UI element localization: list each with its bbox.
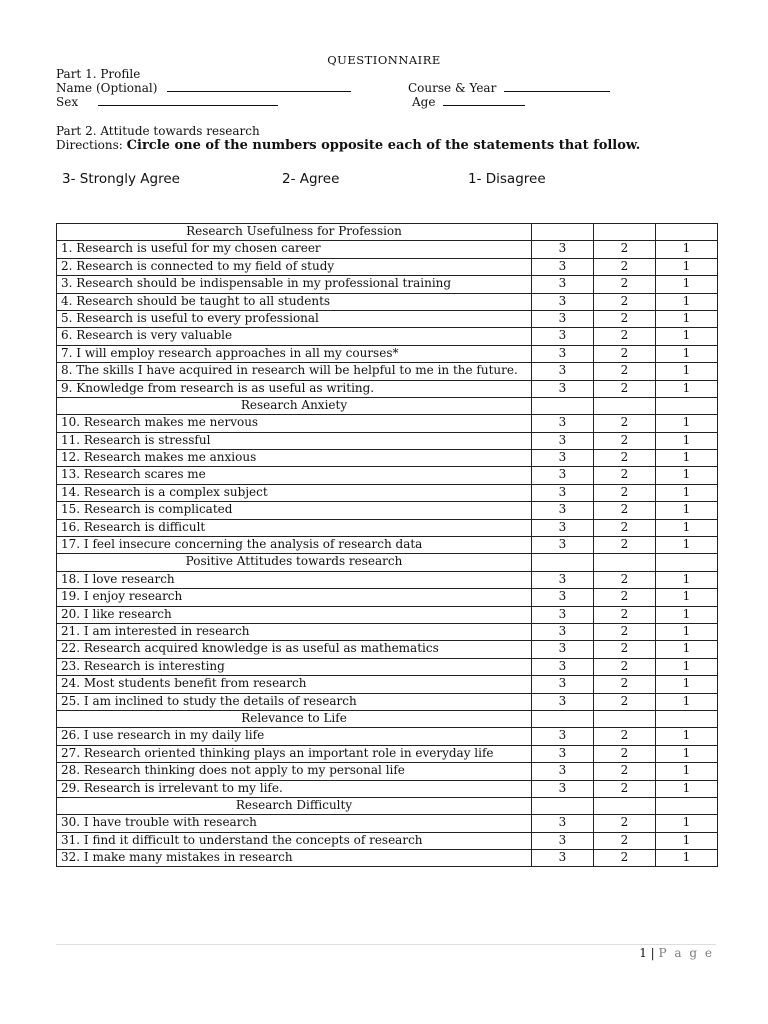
rating-option-3[interactable]: 3 — [532, 676, 594, 693]
rating-option-3[interactable]: 3 — [532, 571, 594, 588]
question-row — [57, 310, 718, 327]
part2-heading: Part 2. Attitude towards research — [56, 124, 260, 138]
rating-option-1[interactable]: 1 — [656, 293, 718, 310]
rating-option-3[interactable]: 3 — [532, 328, 594, 345]
empty-header-cell — [594, 710, 656, 727]
question-text: 23. Research is interesting — [57, 658, 532, 675]
part1-heading: Part 1. Profile — [56, 67, 141, 81]
rating-option-3[interactable]: 3 — [532, 537, 594, 554]
rating-option-3[interactable]: 3 — [532, 432, 594, 449]
rating-option-1[interactable]: 1 — [656, 850, 718, 867]
name-blank[interactable] — [167, 81, 351, 92]
rating-option-1[interactable]: 1 — [656, 241, 718, 258]
section-header-row — [57, 224, 718, 241]
question-text: 19. I enjoy research — [57, 589, 532, 606]
rating-option-3[interactable]: 3 — [532, 310, 594, 327]
rating-option-1[interactable]: 1 — [656, 623, 718, 640]
question-row — [57, 571, 718, 588]
rating-option-1[interactable]: 1 — [656, 415, 718, 432]
section-title: Positive Attitudes towards research — [57, 554, 532, 571]
rating-option-1[interactable]: 1 — [656, 815, 718, 832]
course-field-row — [408, 81, 610, 95]
question-text: 8. The skills I have acquired in research will be helpful to me in the future. — [57, 363, 532, 380]
section-header-row — [57, 797, 718, 814]
rating-option-2[interactable]: 2 — [594, 537, 656, 554]
rating-option-2[interactable]: 2 — [594, 432, 656, 449]
rating-option-2[interactable]: 2 — [594, 763, 656, 780]
question-text: 18. I love research — [57, 571, 532, 588]
question-text: 7. I will employ research approaches in all my courses* — [57, 345, 532, 362]
question-text: 12. Research makes me anxious — [57, 450, 532, 467]
rating-option-2[interactable]: 2 — [594, 380, 656, 397]
question-text: 11. Research is stressful — [57, 432, 532, 449]
rating-option-1[interactable]: 1 — [656, 763, 718, 780]
question-text: 31. I find it difficult to understand the concepts of research — [57, 832, 532, 849]
question-text: 2. Research is connected to my field of study — [57, 258, 532, 275]
question-row — [57, 519, 718, 536]
question-text: 21. I am interested in research — [57, 623, 532, 640]
empty-header-cell — [532, 397, 594, 414]
questionnaire-table — [56, 223, 718, 867]
rating-option-3[interactable]: 3 — [532, 276, 594, 293]
question-text: 16. Research is difficult — [57, 519, 532, 536]
rating-option-2[interactable]: 2 — [594, 641, 656, 658]
rating-option-1[interactable]: 1 — [656, 432, 718, 449]
rating-option-2[interactable]: 2 — [594, 780, 656, 797]
rating-option-3[interactable]: 3 — [532, 832, 594, 849]
rating-option-2[interactable]: 2 — [594, 450, 656, 467]
question-row — [57, 276, 718, 293]
rating-option-1[interactable]: 1 — [656, 502, 718, 519]
rating-option-2[interactable]: 2 — [594, 241, 656, 258]
question-row — [57, 258, 718, 275]
name-label: Name (Optional) — [56, 81, 158, 95]
rating-option-3[interactable]: 3 — [532, 589, 594, 606]
question-row — [57, 432, 718, 449]
rating-option-3[interactable]: 3 — [532, 415, 594, 432]
question-text: 20. I like research — [57, 606, 532, 623]
question-text: 17. I feel insecure concerning the analysis of research data — [57, 537, 532, 554]
rating-option-3[interactable]: 3 — [532, 380, 594, 397]
section-title: Relevance to Life — [57, 710, 532, 727]
question-text: 10. Research makes me nervous — [57, 415, 532, 432]
question-row — [57, 415, 718, 432]
rating-option-2[interactable]: 2 — [594, 258, 656, 275]
question-text: 29. Research is irrelevant to my life. — [57, 780, 532, 797]
rating-option-1[interactable]: 1 — [656, 258, 718, 275]
sex-blank[interactable] — [98, 95, 278, 106]
scale-strongly-agree: 3- Strongly Agree — [62, 171, 180, 187]
question-text: 1. Research is useful for my chosen career — [57, 241, 532, 258]
question-row — [57, 293, 718, 310]
question-row — [57, 345, 718, 362]
rating-option-1[interactable]: 1 — [656, 589, 718, 606]
empty-header-cell — [532, 710, 594, 727]
empty-header-cell — [532, 797, 594, 814]
rating-option-1[interactable]: 1 — [656, 693, 718, 710]
question-row — [57, 815, 718, 832]
empty-header-cell — [656, 710, 718, 727]
question-row — [57, 241, 718, 258]
rating-option-2[interactable]: 2 — [594, 606, 656, 623]
section-title: Research Usefulness for Profession — [57, 224, 532, 241]
age-blank[interactable] — [443, 95, 525, 106]
rating-option-3[interactable]: 3 — [532, 345, 594, 362]
page-word: P a g e — [658, 946, 714, 960]
question-text: 26. I use research in my daily life — [57, 728, 532, 745]
rating-option-1[interactable]: 1 — [656, 345, 718, 362]
rating-option-3[interactable]: 3 — [532, 519, 594, 536]
rating-option-3[interactable]: 3 — [532, 815, 594, 832]
question-row — [57, 380, 718, 397]
rating-option-3[interactable]: 3 — [532, 293, 594, 310]
footer-separator: | — [646, 946, 659, 960]
section-header-row — [57, 554, 718, 571]
footer-rule — [56, 944, 716, 945]
rating-option-3[interactable]: 3 — [532, 780, 594, 797]
scale-disagree: 1- Disagree — [468, 171, 546, 187]
age-field-row — [412, 95, 525, 109]
question-text: 14. Research is a complex subject — [57, 484, 532, 501]
rating-option-2[interactable]: 2 — [594, 293, 656, 310]
question-row — [57, 832, 718, 849]
empty-header-cell — [594, 397, 656, 414]
rating-option-3[interactable]: 3 — [532, 745, 594, 762]
rating-option-2[interactable]: 2 — [594, 328, 656, 345]
directions-label: Directions: — [56, 138, 123, 152]
rating-option-1[interactable]: 1 — [656, 676, 718, 693]
question-text: 15. Research is complicated — [57, 502, 532, 519]
rating-option-2[interactable]: 2 — [594, 484, 656, 501]
course-blank[interactable] — [504, 81, 610, 92]
rating-option-3[interactable]: 3 — [532, 728, 594, 745]
rating-option-3[interactable]: 3 — [532, 258, 594, 275]
question-row — [57, 467, 718, 484]
empty-header-cell — [656, 554, 718, 571]
rating-option-3[interactable]: 3 — [532, 363, 594, 380]
sex-field-row — [56, 95, 278, 109]
rating-option-2[interactable]: 2 — [594, 623, 656, 640]
question-text: 28. Research thinking does not apply to my personal life — [57, 763, 532, 780]
course-label: Course & Year — [408, 81, 497, 95]
rating-option-1[interactable]: 1 — [656, 467, 718, 484]
directions — [56, 138, 640, 153]
rating-option-1[interactable]: 1 — [656, 484, 718, 501]
rating-option-2[interactable]: 2 — [594, 502, 656, 519]
rating-option-2[interactable]: 2 — [594, 815, 656, 832]
sex-label: Sex — [56, 95, 79, 109]
rating-option-2[interactable]: 2 — [594, 363, 656, 380]
rating-option-2[interactable]: 2 — [594, 310, 656, 327]
rating-option-1[interactable]: 1 — [656, 276, 718, 293]
question-row — [57, 328, 718, 345]
age-label: Age — [412, 95, 436, 109]
question-row — [57, 484, 718, 501]
rating-option-1[interactable]: 1 — [656, 363, 718, 380]
rating-option-2[interactable]: 2 — [594, 658, 656, 675]
rating-option-2[interactable]: 2 — [594, 467, 656, 484]
page-title: QUESTIONNAIRE — [327, 53, 441, 67]
rating-option-2[interactable]: 2 — [594, 693, 656, 710]
empty-header-cell — [656, 797, 718, 814]
question-text: 3. Research should be indispensable in my professional training — [57, 276, 532, 293]
question-row — [57, 606, 718, 623]
directions-text: Circle one of the numbers opposite each of the statements that follow. — [126, 138, 641, 153]
rating-option-1[interactable]: 1 — [656, 606, 718, 623]
empty-header-cell — [594, 224, 656, 241]
rating-option-3[interactable]: 3 — [532, 850, 594, 867]
rating-option-2[interactable]: 2 — [594, 728, 656, 745]
page-number: 1 — [639, 946, 647, 960]
rating-option-2[interactable]: 2 — [594, 519, 656, 536]
question-row — [57, 363, 718, 380]
rating-option-3[interactable]: 3 — [532, 241, 594, 258]
rating-option-3[interactable]: 3 — [532, 623, 594, 640]
page-footer — [639, 946, 714, 960]
rating-option-2[interactable]: 2 — [594, 589, 656, 606]
question-text: 5. Research is useful to every professional — [57, 310, 532, 327]
rating-option-2[interactable]: 2 — [594, 850, 656, 867]
rating-option-1[interactable]: 1 — [656, 537, 718, 554]
section-title: Research Difficulty — [57, 797, 532, 814]
question-text: 32. I make many mistakes in research — [57, 850, 532, 867]
rating-option-2[interactable]: 2 — [594, 345, 656, 362]
empty-header-cell — [594, 797, 656, 814]
rating-option-3[interactable]: 3 — [532, 502, 594, 519]
question-row — [57, 450, 718, 467]
question-text: 9. Knowledge from research is as useful as writing. — [57, 380, 532, 397]
rating-option-1[interactable]: 1 — [656, 450, 718, 467]
rating-option-1[interactable]: 1 — [656, 380, 718, 397]
question-text: 30. I have trouble with research — [57, 815, 532, 832]
rating-option-3[interactable]: 3 — [532, 693, 594, 710]
question-text: 24. Most students benefit from research — [57, 676, 532, 693]
rating-option-2[interactable]: 2 — [594, 571, 656, 588]
rating-option-2[interactable]: 2 — [594, 676, 656, 693]
rating-option-2[interactable]: 2 — [594, 832, 656, 849]
question-row — [57, 537, 718, 554]
rating-option-1[interactable]: 1 — [656, 519, 718, 536]
rating-option-3[interactable]: 3 — [532, 658, 594, 675]
question-row — [57, 693, 718, 710]
section-header-row — [57, 397, 718, 414]
question-text: 27. Research oriented thinking plays an important role in everyday life — [57, 745, 532, 762]
empty-header-cell — [656, 397, 718, 414]
rating-option-3[interactable]: 3 — [532, 641, 594, 658]
name-field-row — [56, 81, 351, 95]
rating-option-1[interactable]: 1 — [656, 328, 718, 345]
rating-option-1[interactable]: 1 — [656, 641, 718, 658]
rating-option-2[interactable]: 2 — [594, 276, 656, 293]
question-row — [57, 676, 718, 693]
rating-option-3[interactable]: 3 — [532, 467, 594, 484]
rating-option-1[interactable]: 1 — [656, 832, 718, 849]
question-row — [57, 623, 718, 640]
scale-agree: 2- Agree — [282, 171, 340, 187]
rating-option-1[interactable]: 1 — [656, 780, 718, 797]
question-row — [57, 658, 718, 675]
rating-option-1[interactable]: 1 — [656, 745, 718, 762]
question-row — [57, 745, 718, 762]
question-text: 4. Research should be taught to all students — [57, 293, 532, 310]
question-text: 22. Research acquired knowledge is as useful as mathematics — [57, 641, 532, 658]
empty-header-cell — [532, 554, 594, 571]
question-text: 25. I am inclined to study the details of research — [57, 693, 532, 710]
question-text: 13. Research scares me — [57, 467, 532, 484]
rating-option-2[interactable]: 2 — [594, 415, 656, 432]
section-header-row — [57, 710, 718, 727]
question-row — [57, 850, 718, 867]
question-row — [57, 780, 718, 797]
question-text: 6. Research is very valuable — [57, 328, 532, 345]
rating-option-1[interactable]: 1 — [656, 728, 718, 745]
question-row — [57, 763, 718, 780]
rating-option-2[interactable]: 2 — [594, 745, 656, 762]
question-row — [57, 589, 718, 606]
empty-header-cell — [532, 224, 594, 241]
empty-header-cell — [594, 554, 656, 571]
question-row — [57, 502, 718, 519]
rating-option-3[interactable]: 3 — [532, 763, 594, 780]
rating-option-3[interactable]: 3 — [532, 484, 594, 501]
section-title: Research Anxiety — [57, 397, 532, 414]
rating-option-3[interactable]: 3 — [532, 450, 594, 467]
question-row — [57, 641, 718, 658]
rating-option-1[interactable]: 1 — [656, 571, 718, 588]
rating-option-1[interactable]: 1 — [656, 310, 718, 327]
rating-option-3[interactable]: 3 — [532, 606, 594, 623]
empty-header-cell — [656, 224, 718, 241]
question-row — [57, 728, 718, 745]
rating-option-1[interactable]: 1 — [656, 658, 718, 675]
